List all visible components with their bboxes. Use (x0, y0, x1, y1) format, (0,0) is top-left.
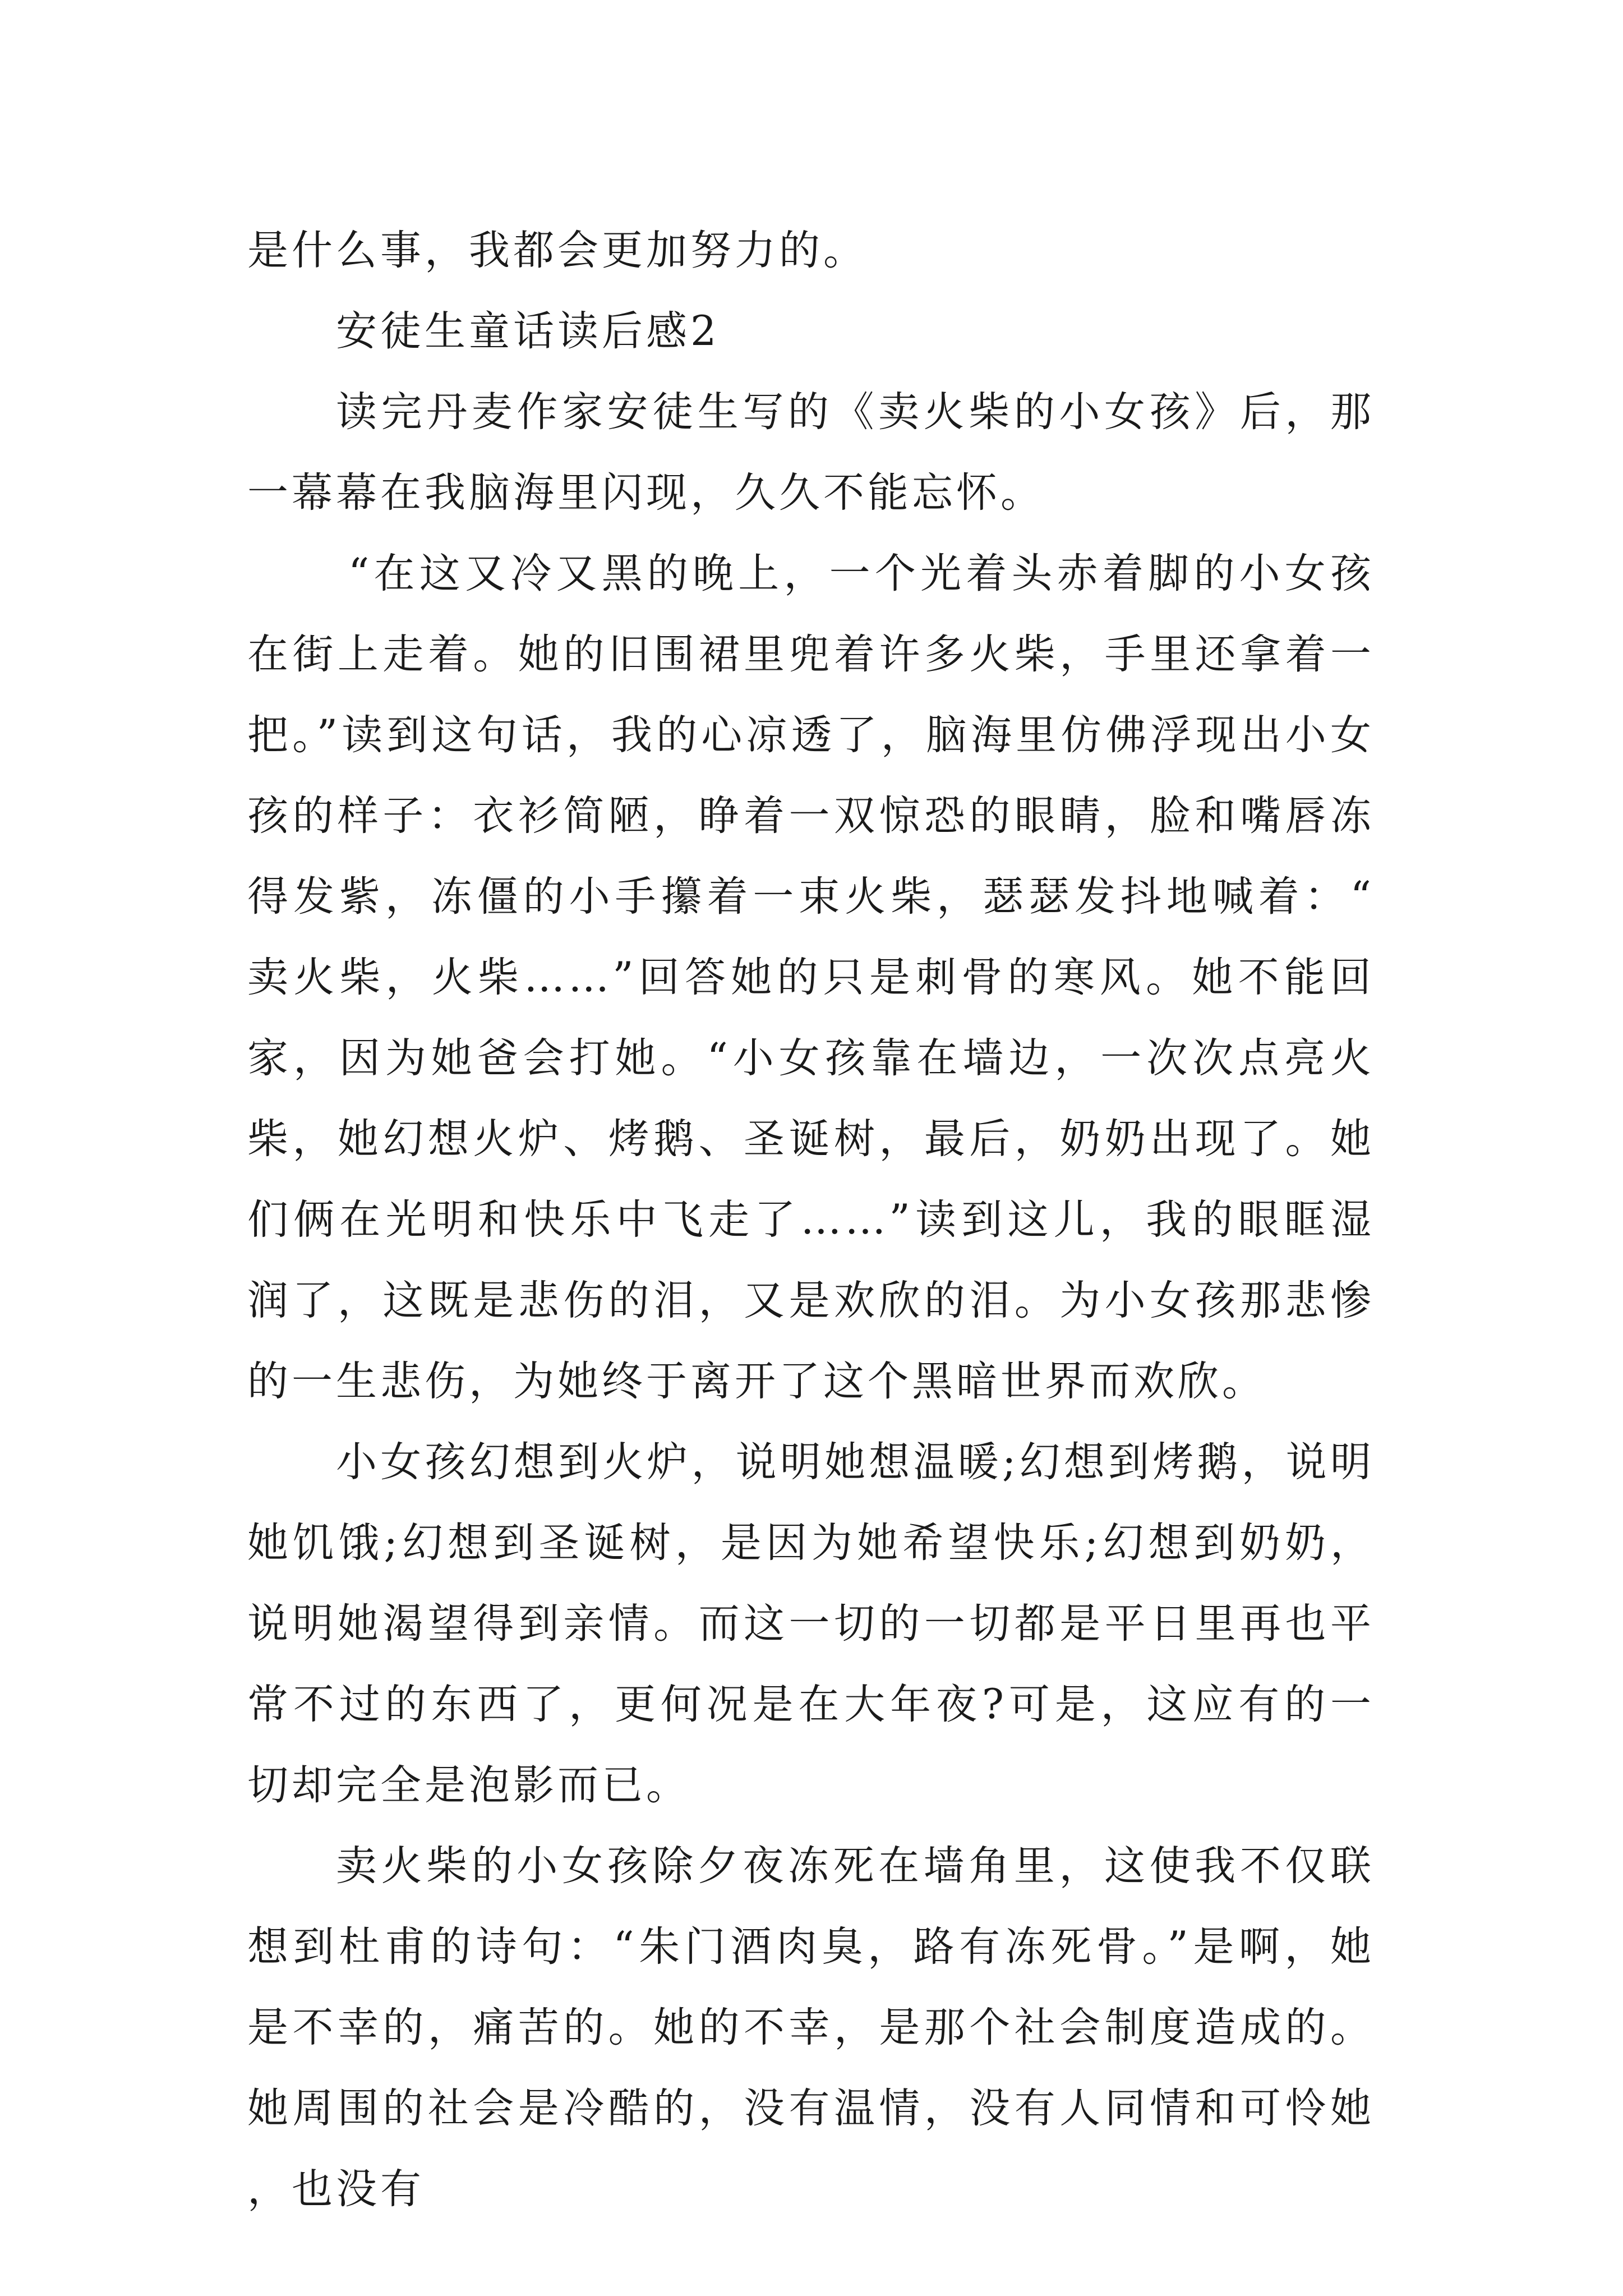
section-heading: 安徒生童话读后感2 (336, 307, 720, 355)
document-body (247, 210, 1375, 2230)
paragraph-continuation: 是什么事，我都会更加努力的。 (247, 227, 868, 274)
paragraph: 小女孩幻想到火炉，说明她想温暖;幻想到烤鹅，说明她饥饿;幻想到圣诞树，是因为她希望快乐;幻想到奶奶，说明她渴望得到亲情。而这一切的一切都是平日里再也平常不过的东西了，更何况是在大年夜?可是，这应有的一切却完全是泡影而已。 (247, 1438, 1375, 1809)
paragraph: 读完丹麦作家安徒生写的《卖火柴的小女孩》后，那一幕幕在我脑海里闪现，久久不能忘怀。 (247, 388, 1375, 517)
paragraph: “在这又冷又黑的晚上，一个光着头赤着脚的小女孩在街上走着。她的旧围裙里兜着许多火柴，手里还拿着一把。”读到这句话，我的心凉透了，脑海里仿佛浮现出小女孩的样子：衣衫简陋，睁着一双惊恐的眼睛，脸和嘴唇冻得发紫，冻僵的小手攥着一束火柴，瑟瑟发抖地喊着：“卖火柴，火柴……”回答她的只是刺骨的寒风。她不能回家，因为她爸会打她。“小女孩靠在墙边，一次次点亮火柴，她幻想火炉、烤鹅、圣诞树，最后，奶奶出现了。她们俩在光明和快乐中飞走了……”读到这儿，我的眼眶湿润了，这既是悲伤的泪，又是欢欣的泪。为小女孩那悲惨的一生悲伤，为她终于离开了这个黑暗世界而欢欣。 (247, 550, 1375, 1405)
paragraph: 卖火柴的小女孩除夕夜冻死在墙角里，这使我不仅联想到杜甫的诗句：“朱门酒肉臭，路有冻死骨。”是啊，她是不幸的，痛苦的。她的不幸，是那个社会制度造成的。她周围的社会是冷酷的，没有温情，没有人同情和可怜她，也没有 (247, 1842, 1375, 2213)
